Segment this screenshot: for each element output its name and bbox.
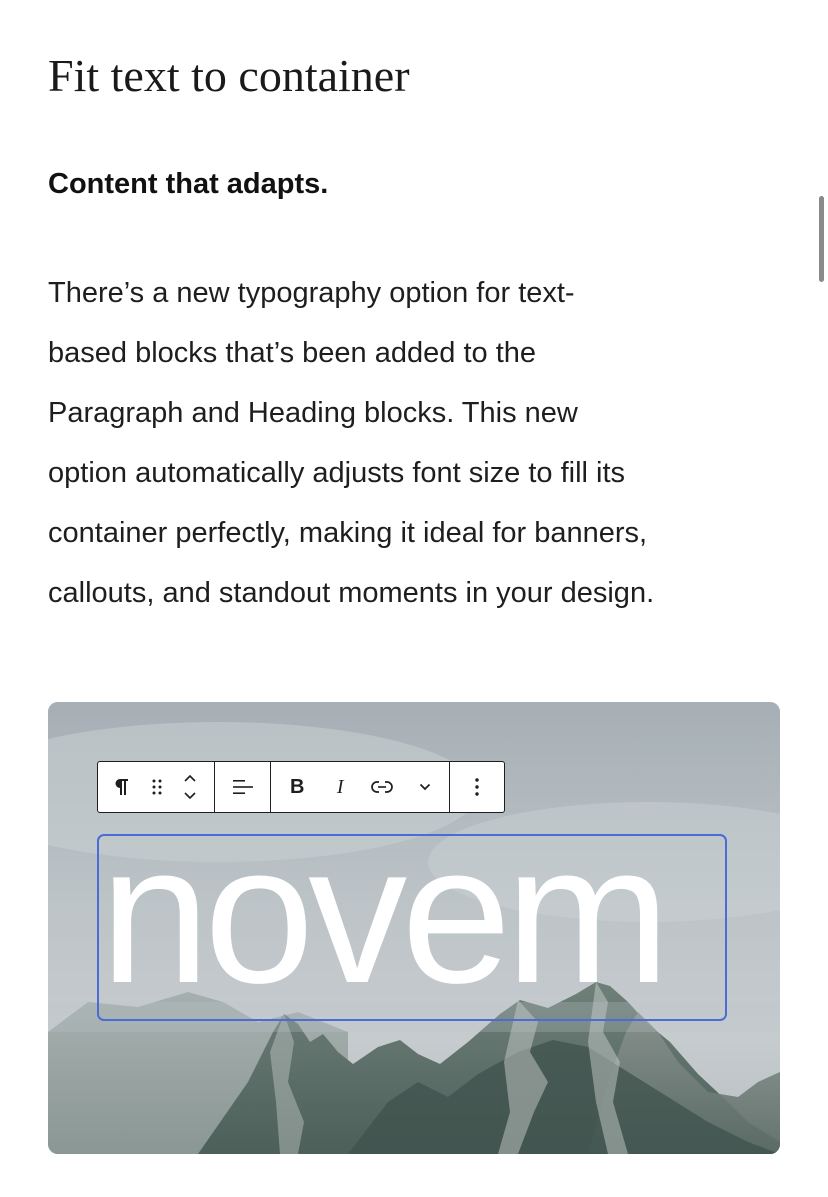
move-up-down-icon: [183, 773, 197, 801]
fit-text-heading[interactable]: novem: [100, 803, 665, 1024]
italic-button[interactable]: I: [336, 775, 344, 798]
chevron-down-icon: [419, 783, 431, 791]
bold-button[interactable]: B: [289, 775, 305, 798]
scrollbar-thumb[interactable]: [819, 196, 824, 282]
body-line: container perfectly, making it ideal for banners,: [48, 517, 648, 549]
body-line: callouts, and standout moments in your design.: [48, 577, 655, 609]
drag-handle-icon: [151, 778, 163, 796]
body-line: option automatically adjusts font size to fill its: [48, 457, 626, 489]
feature-illustration: [48, 702, 780, 1154]
link-icon: [371, 780, 393, 794]
body-line: Paragraph and Heading blocks. This new: [48, 397, 578, 429]
body-line: based blocks that’s been added to the: [48, 337, 537, 369]
article-subtitle: Content that adapts.: [48, 168, 329, 200]
more-vertical-icon: [474, 777, 480, 797]
paragraph-icon: [113, 777, 129, 797]
article-body: [48, 263, 778, 623]
align-left-icon: [232, 778, 254, 796]
page-title: Fit text to container: [48, 50, 410, 101]
body-line: There’s a new typography option for text-: [48, 277, 575, 309]
